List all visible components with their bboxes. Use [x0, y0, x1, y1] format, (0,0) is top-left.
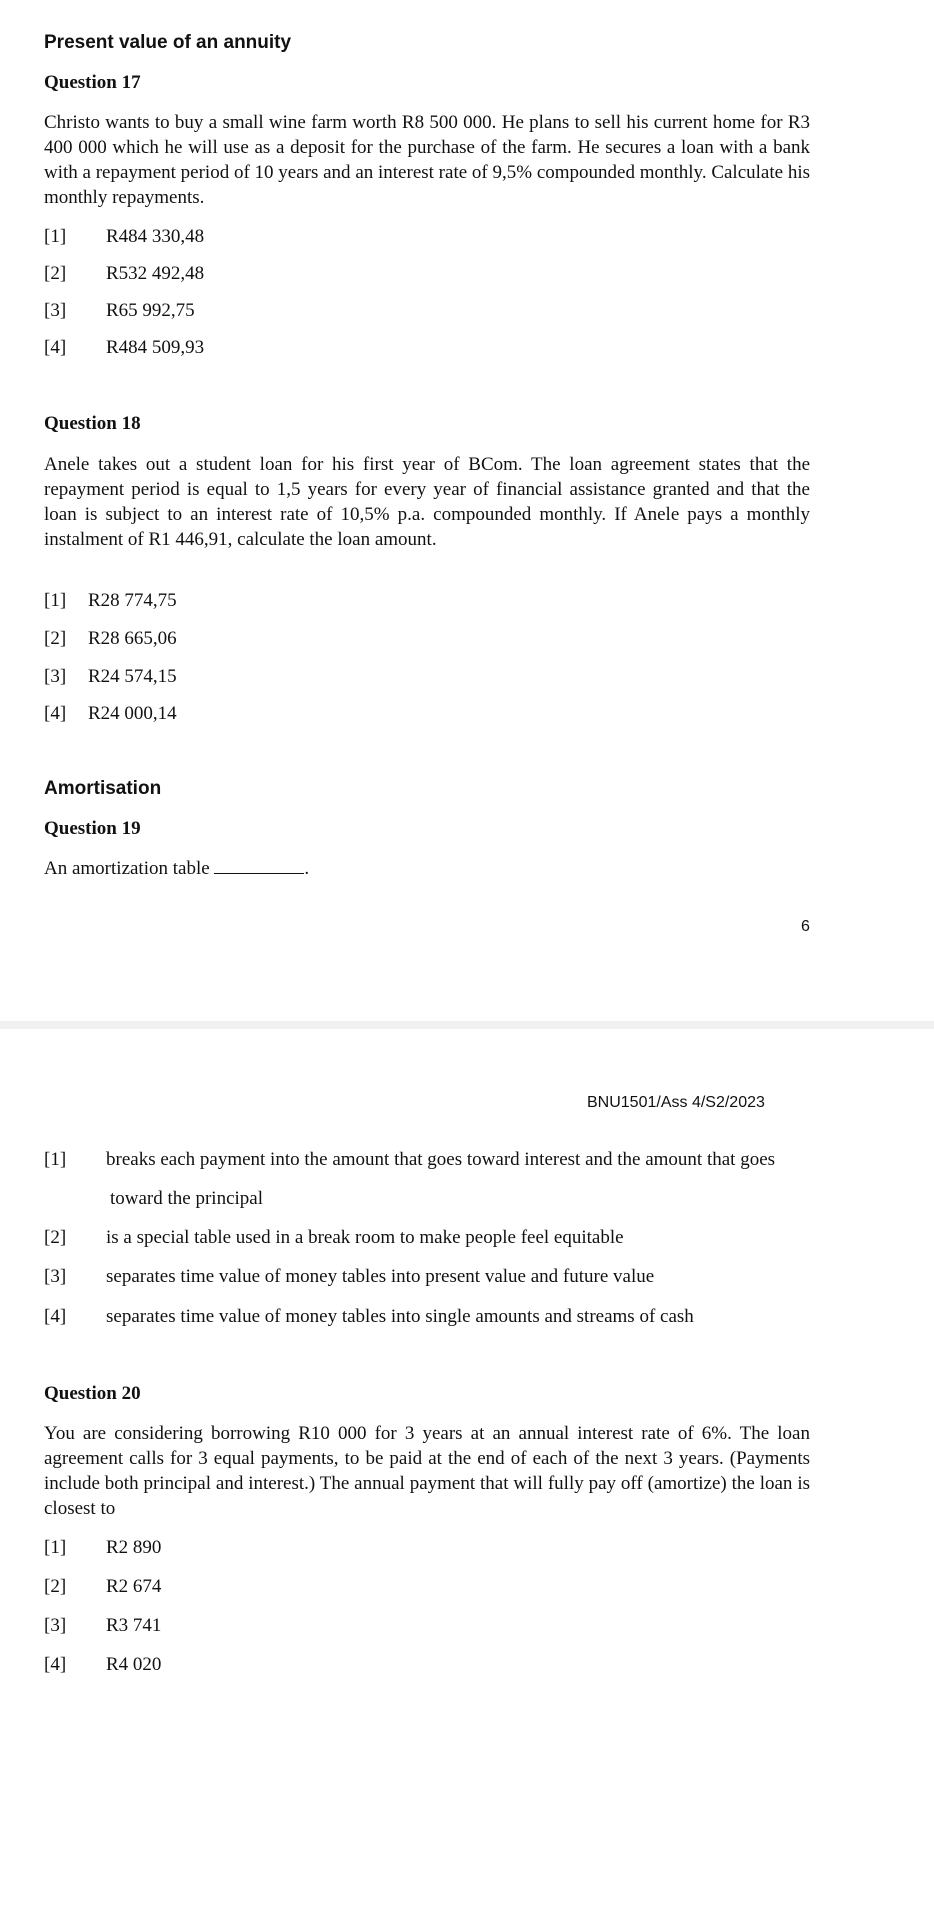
q18-option-4[interactable] — [44, 703, 177, 725]
question-17-text: Christo wants to buy a small wine farm worth R8 500 000. He plans to sell his current home for R3 400 000 which he will use as a deposit for the purchase of the farm. He secures a loan with a bank with a repayment period of 10 years and an interest rate of 9,5% compounded monthly. Calculate his monthly repayments. — [44, 112, 810, 208]
q20-option-2[interactable] — [44, 1576, 162, 1598]
page-number: 6 — [801, 918, 810, 935]
option-number: [2] — [44, 1227, 67, 1248]
option-text: R532 492,48 — [106, 263, 205, 284]
option-text: R28 774,75 — [88, 590, 177, 611]
option-number: [4] — [44, 1654, 67, 1675]
option-number: [4] — [44, 1306, 67, 1327]
option-text: R3 741 — [106, 1615, 162, 1636]
page-break-divider — [0, 1021, 934, 1029]
q19-option-3[interactable] — [44, 1266, 655, 1288]
q20-option-3[interactable] — [44, 1615, 162, 1637]
section-heading-amortisation: Amortisation — [44, 778, 162, 799]
q20-option-4[interactable] — [44, 1654, 162, 1676]
option-text: R28 665,06 — [88, 628, 177, 649]
q19-option-1[interactable] — [44, 1149, 776, 1209]
option-number: [3] — [44, 1615, 67, 1636]
option-text: R24 000,14 — [88, 703, 177, 724]
q19-option-4[interactable] — [44, 1306, 694, 1328]
option-text: R65 992,75 — [106, 300, 195, 321]
question-19-title: Question 19 — [44, 818, 141, 839]
q20-option-1[interactable] — [44, 1537, 162, 1559]
q19-option-2[interactable] — [44, 1227, 624, 1249]
option-number: [1] — [44, 590, 67, 611]
option-text: R24 574,15 — [88, 666, 177, 687]
question-19-stem: An amortization table — [44, 858, 210, 879]
question-20-title: Question 20 — [44, 1383, 141, 1404]
option-text: breaks each payment into the amount that goes toward interest and the amount that goes — [106, 1149, 776, 1170]
question-17-title: Question 17 — [44, 72, 141, 93]
page-header-reference: BNU1501/Ass 4/S2/2023 — [587, 1094, 765, 1111]
option-text: is a special table used in a break room to make people feel equitable — [106, 1227, 624, 1248]
option-text: separates time value of money tables into single amounts and streams of cash — [106, 1306, 694, 1327]
option-number: [2] — [44, 628, 67, 649]
answer-blank — [214, 857, 304, 874]
q17-option-4[interactable] — [44, 337, 205, 359]
q17-option-2[interactable] — [44, 263, 205, 285]
option-number: [1] — [44, 1149, 67, 1170]
q18-option-2[interactable] — [44, 628, 177, 650]
option-text: R484 330,48 — [106, 226, 205, 247]
option-number: [2] — [44, 263, 67, 284]
option-number: [3] — [44, 1266, 67, 1287]
option-text: R4 020 — [106, 1654, 162, 1675]
question-18-text: Anele takes out a student loan for his first year of BCom. The loan agreement states that the repayment period is equal to 1,5 years for every year of financial assistance granted and that the loan is subject to an interest rate of 10,5% p.a. compounded monthly. If Anele pays a monthly instalment of R1 446,91, calculate the loan amount. — [44, 454, 810, 550]
option-text: separates time value of money tables into present value and future value — [106, 1266, 655, 1287]
option-text: R484 509,93 — [106, 337, 205, 358]
question-18-title: Question 18 — [44, 413, 141, 434]
option-text-continued: toward the principal — [110, 1188, 264, 1209]
question-20-text: You are considering borrowing R10 000 for 3 years at an annual interest rate of 6%. The loan agreement calls for 3 equal payments, to be paid at the end of each of the next 3 years. (Payments include both principal and interest.) The annual payment that will fully pay off (amortize) the loan is closest to — [44, 1423, 810, 1519]
option-number: [3] — [44, 300, 67, 321]
q18-option-3[interactable] — [44, 666, 177, 688]
option-number: [2] — [44, 1576, 67, 1597]
option-number: [4] — [44, 703, 67, 724]
option-text: R2 674 — [106, 1576, 162, 1597]
option-number: [1] — [44, 226, 67, 247]
q17-option-1[interactable] — [44, 226, 205, 248]
option-text: R2 890 — [106, 1537, 162, 1558]
q18-option-1[interactable] — [44, 590, 177, 612]
option-number: [4] — [44, 337, 67, 358]
option-number: [3] — [44, 666, 67, 687]
question-19-stem-end: . — [304, 858, 310, 879]
option-number: [1] — [44, 1537, 67, 1558]
section-heading-annuity: Present value of an annuity — [44, 32, 292, 53]
q17-option-3[interactable] — [44, 300, 195, 322]
question-19-text — [44, 857, 309, 880]
